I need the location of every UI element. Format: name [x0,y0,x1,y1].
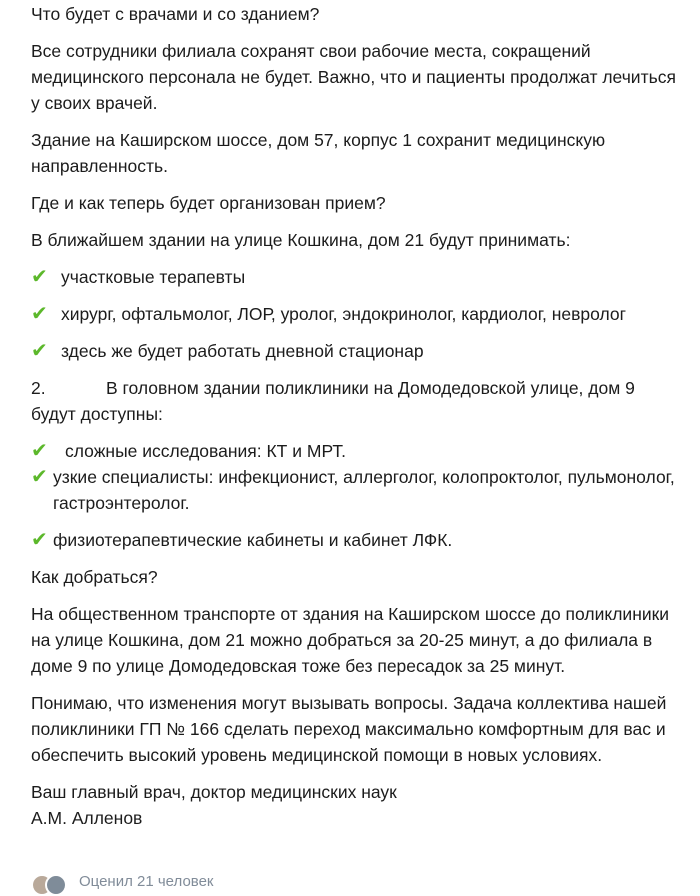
list-item-text: узкие специалисты: инфекционист, аллерголог, колопроктолог, пульмонолог, гастроэнтеролог. [53,467,675,513]
question-route: Как добраться? [31,567,158,587]
paragraph-understand: Понимаю, что изменения могут вызывать вопросы. Задача коллектива нашей поликлиники ГП № 166 сделать переход максимально комфортным для вас и обеспечить высокий уровень медицинской помощи в новых условиях. [31,693,667,765]
paragraph-main-building: В головном здании поликлиники на Домодедовской улице, дом 9 будут доступны: [31,378,635,424]
signature-line-2: А.М. Алленов [31,808,143,828]
list-item [31,438,681,464]
list-item-text: сложные исследования: КТ и МРТ. [65,441,346,461]
post-body [31,0,681,831]
avatar [45,874,67,896]
list-item [31,301,681,327]
question-doctors: Что будет с врачами и со зданием? [31,4,320,24]
paragraph-building: Здание на Каширском шоссе, дом 57, корпус 1 сохранит медицинскую направленность. [31,130,606,176]
list-item [31,264,681,290]
list-item-text: участковые терапевты [61,267,246,287]
numbered-paragraph [31,375,681,427]
checkmark-icon: ✔ [31,340,48,362]
question-reception: Где и как теперь будет организован прием? [31,193,386,213]
list-item [31,338,681,364]
list-item [31,464,681,516]
checkmark-icon: ✔ [31,529,48,551]
likes-footer[interactable] [31,872,214,892]
checkmark-icon: ✔ [31,466,48,488]
list-item-text: хирург, офтальмолог, ЛОР, уролог, эндокринолог, кардиолог, невролог [61,304,627,324]
list-item-text: физиотерапевтические кабинеты и кабинет ЛФК. [53,530,453,550]
likes-count-text[interactable]: Оценил 21 человек [79,873,214,890]
paragraph-staff: Все сотрудники филиала сохранят свои рабочие места, сокращений медицинского персонала не будет. Важно, что и пациенты продолжат лечиться у своих врачей. [31,41,676,113]
liker-avatars[interactable] [31,872,71,892]
list-number: 2. [31,378,46,398]
checkmark-icon: ✔ [31,266,48,288]
paragraph-koshkina: В ближайшем здании на улице Кошкина, дом 21 будут принимать: [31,230,571,250]
list-item-text: здесь же будет работать дневной стационар [61,341,424,361]
paragraph-transport: На общественном транспорте от здания на Каширском шоссе до поликлиники на улице Кошкина, дом 21 можно добраться за 20-25 минут, а до филиала в доме 9 по улице Домодедовская тоже без пересадок за 25 минут. [31,604,670,676]
signature-line-1: Ваш главный врач, доктор медицинских наук [31,782,397,802]
checkmark-icon: ✔ [31,303,48,325]
list-item [31,527,681,553]
checkmark-icon: ✔ [31,440,48,462]
